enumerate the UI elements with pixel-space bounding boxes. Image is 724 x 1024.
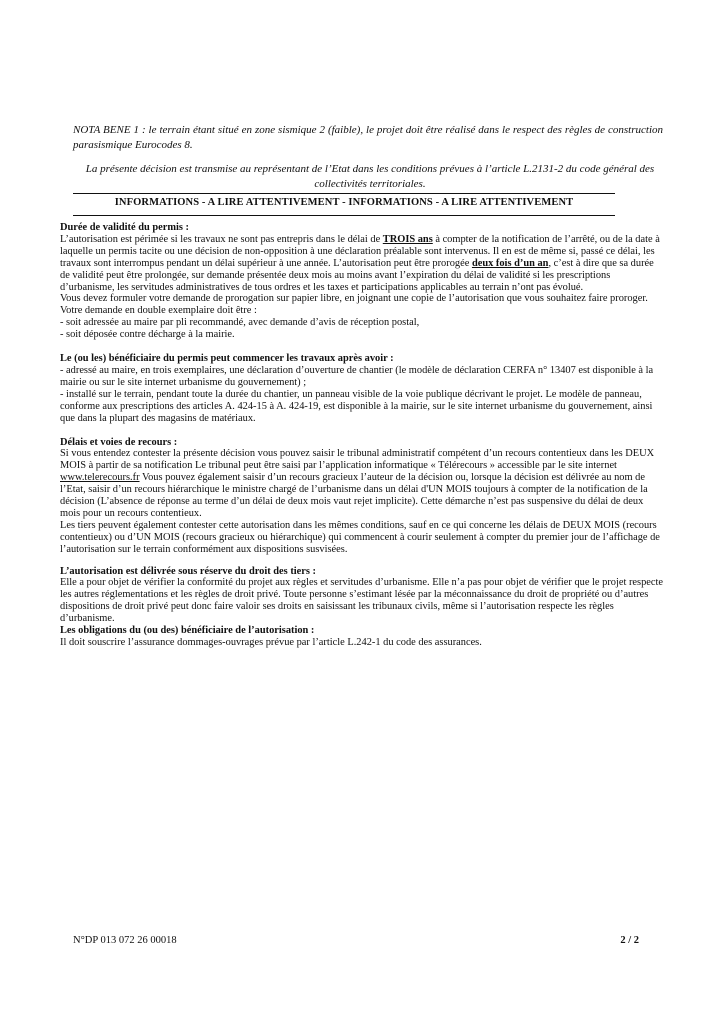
appeal-heading: Délais et voies de recours : [60, 436, 178, 448]
extension-request-paragraph: Vous devez formuler votre demande de prorogation sur papier libre, en joignant une copie de l’autorisation que vous souhaitez faire proroger. Votre demande en double exemplaire doit être : [60, 293, 648, 317]
extension-emphasis: deux fois d’un an [471, 257, 549, 269]
appeal-text-a: Si vous entendez contester la présente décision vous pouvez saisir le tribunal administratif compétent d’un recours contentieux dans les DEUX MOIS à partir de sa notification Le tribunal peut être saisi par l’application informatique « Télérecours » accessible par le site internet [60, 448, 655, 472]
validity-text-c: à compter de la notification de l’arrêté, ou de la date à laquelle un permis tacite ou une décision de non-opposition à une déclaration préalable sont intervenus. Il en est de même si, passé ce délai, les travaux sont interrompus pendant un délai supérieur à une année. L’autorisation peut être prorogée [60, 233, 660, 269]
appeal-text-b: Vous pouvez également saisir d’un recours gracieux l’auteur de la décision ou, lorsque la décision est délivrée au nom de l’Etat, saisir d’un recours hiérarchique le ministre chargé de l’urbanisme dans un délai d'UN MOIS toujours à compter de la notification de la décision (L’absence de réponse au terme d’un délai de deux mois vaut rejet implicite). Cette démarche n’est pas suspensive du délai de deux mois pour un recours contentieux. [60, 472, 648, 519]
information-content [60, 222, 664, 649]
information-banner [73, 193, 615, 216]
obligations-paragraph: Il doit souscrire l’assurance dommages-ouvrages prévue par l’article L.242-1 du code des assurances. [60, 637, 482, 648]
third-party-rights-heading: L’autorisation est délivrée sous réserve du droit des tiers : [60, 565, 316, 577]
nota-bene-text: NOTA BENE 1 : le terrain étant situé en zone sismique 2 (faible), le projet doit être réalisé dans le respect des règles de construction parasismique Eurocodes 8. [73, 124, 663, 151]
validity-text-a: L’autorisation est périmée si les travaux ne sont pas entrepris dans le délai de [60, 233, 383, 245]
validity-heading: Durée de validité du permis : [60, 222, 190, 233]
extension-bullet-2: - soit déposée contre décharge à la mairie. [60, 329, 235, 341]
file-reference: N°DP 013 072 26 00018 [73, 935, 177, 946]
third-party-rights-paragraph: Elle a pour objet de vérifier la conformité du projet aux règles et servitudes d’urbanisme. Elle n’a pas pour objet de vérifier que le projet respecte les autres réglementations et les règles de droit privé. Toute personne s’estimant lésée par la méconnaissance du droit de propriété ou d’autres dispositions de droit privé peut donc faire valoir ses droits en saisissant les tribunaux civils, même si l’autorisation respecte les règles d’urbanisme. [60, 577, 664, 625]
validity-paragraph [60, 234, 664, 294]
third-party-appeal-paragraph: Les tiers peuvent également contester cette autorisation dans les mêmes conditions, sauf en ce qui concerne les délais de DEUX MOIS (recours contentieux) ou d’UN MOIS (recours gracieux ou hiérarchique) qui commencent à courir seulement à compter du premier jour de l’affichage de l’autorisation sur le terrain conformément aux dispositions susvisées. [60, 519, 660, 555]
validity-text-e: , c’est à dire que sa durée de validité peut être prolongée, sur demande présentée deux mois au moins avant l’expiration du délai de validité si les prescriptions d’urbanisme, les servitudes administratives de tous ordres et les taxes et participations applicables au terrain n’ont pas évolué. [60, 257, 654, 293]
extension-bullet-1: - soit adressée au maire par pli recommandé, avec demande d’avis de réception postal, [60, 317, 420, 329]
obligations-heading: Les obligations du (ou des) bénéficiaire de l’autorisation : [60, 625, 315, 637]
works-start-bullet-2: - installé sur le terrain, pendant toute la durée du chantier, un panneau visible de la voie publique décrivant le projet. Le modèle de panneau, conforme aux prescriptions des articles A. 424-15 à A. 424-19, est disponible à la mairie, sur le site internet urbanisme du gouvernement, ainsi que dans la plupart des magasins de matériaux. [60, 388, 653, 424]
validity-duration-emphasis: TROIS ans [382, 233, 433, 245]
works-start-heading: Le (ou les) bénéficiaire du permis peut commencer les travaux après avoir : [60, 353, 394, 365]
telerecours-link[interactable]: www.telerecours.fr [60, 472, 140, 484]
page-number: 2 / 2 [620, 935, 639, 946]
works-start-bullet-1: - adressé au maire, en trois exemplaires, une déclaration d’ouverture de chantier (le modèle de déclaration CERFA n° 13407 est disponible à la mairie ou sur le site internet urbanisme du gouvernement) ; [60, 364, 654, 388]
appeal-paragraph [60, 448, 664, 519]
information-banner-title: INFORMATIONS - A LIRE ATTENTIVEMENT - INFORMATIONS - A LIRE ATTENTIVEMENT [114, 197, 574, 208]
transmission-text: La présente décision est transmise au représentant de l’Etat dans les conditions prévues à l’article L.2131-2 du code général des collectivités territoriales. [85, 163, 655, 190]
